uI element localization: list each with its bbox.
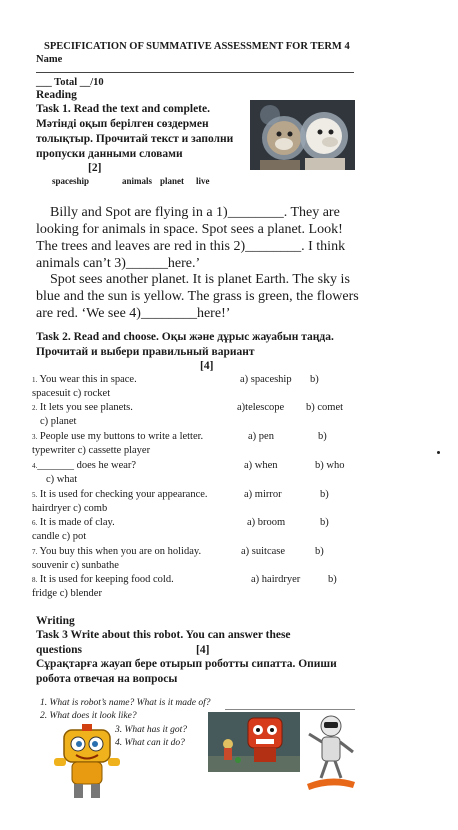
question-2-cont: c) planet	[40, 416, 77, 427]
option-a: a) pen	[248, 431, 274, 442]
word-option: animals	[122, 176, 153, 186]
passage-line: Spot sees another planet. It is planet Earth. The sky is	[50, 272, 350, 287]
option-a: a) suitcase	[241, 546, 286, 557]
task1-kz2: толықтыр. Прочитай текст и заполни	[36, 133, 234, 145]
red-robot-image	[208, 712, 300, 772]
option-a: a) hairdryer	[251, 574, 301, 585]
passage-line: The trees and leaves are red in this 2)________. I think	[36, 239, 346, 254]
white-robot-image	[305, 712, 357, 797]
option-b: b)	[310, 374, 319, 385]
question-1-cont: spacesuit c) rocket	[32, 388, 111, 399]
task1-title: Task 1. Read the text and complete.	[36, 103, 210, 115]
option-a: a) spaceship	[240, 374, 292, 385]
passage-line: blue and the sun is yellow. The grass is green, the flowers	[36, 289, 359, 304]
yellow-robot-image	[50, 722, 125, 802]
task2-points: [4]	[200, 360, 214, 372]
question-5-cont: hairdryer c) comb	[32, 503, 108, 514]
total-label: ___ Total __/10	[36, 77, 104, 88]
question-1: 1. You wear this in space.	[32, 374, 137, 385]
question-8: 8. It is used for keeping food cold.	[32, 574, 174, 585]
writing-question: 2. What does it look like?	[40, 711, 137, 721]
passage-line: looking for animals in space. Spot sees a planet. Look!	[36, 222, 343, 237]
answer-line	[225, 709, 355, 710]
word-option: spaceship	[52, 176, 90, 186]
option-b: b) comet	[306, 402, 344, 413]
writing-question: 3. What has it got?	[115, 725, 188, 735]
question-4: 4._______ does he wear?	[32, 460, 137, 471]
option-b: b)	[318, 431, 327, 442]
task2-title: Task 2. Read and choose. Оқы және дұрыс жауабын таңда.	[36, 331, 334, 343]
task3-kz: Сұрақтарға жауап бере отырып роботты сипатта. Опиши	[36, 658, 337, 670]
task3-title-cont: questions	[36, 644, 83, 656]
option-a: a)telescope	[237, 402, 285, 413]
word-option: planet	[160, 176, 185, 186]
question-3-cont: typewriter c) cassette player	[32, 445, 151, 456]
passage-line: Billy and Spot are flying in a 1)________. They are	[50, 205, 340, 220]
divider	[36, 72, 354, 73]
reading-heading: Reading	[36, 89, 77, 101]
option-b: b) who	[315, 460, 345, 471]
writing-question: 4. What can it do?	[115, 738, 185, 748]
option-a: a) when	[244, 460, 278, 471]
question-5: 5. It is used for checking your appearance.	[32, 489, 208, 500]
page-title: SPECIFICATION OF SUMMATIVE ASSESSMENT FOR TERM 4	[44, 41, 350, 52]
task3-ru: робота отвечая на вопросы	[36, 673, 178, 685]
option-a: a) broom	[247, 517, 286, 528]
dot-mark	[437, 451, 440, 454]
space-dogs-photo	[250, 100, 355, 170]
writing-question: 1. What is robot’s name? What is it made of?	[40, 698, 211, 708]
option-b: b)	[328, 574, 337, 585]
task1-points: [2]	[88, 162, 102, 174]
task1-kz: Мәтінді оқып берілген сөздермен	[36, 118, 209, 130]
question-2: 2. It lets you see planets.	[32, 402, 133, 413]
task2-subtitle: Прочитай и выбери правильный вариант	[36, 346, 255, 358]
passage-line: animals can’t 3)______here.’	[36, 256, 201, 271]
option-a: a) mirror	[244, 489, 282, 500]
task3-title: Task 3 Write about this robot. You can answer these	[36, 629, 291, 641]
passage-line: are red. ‘We see 4)________here!’	[36, 306, 231, 321]
task1-ru: пропуски данными словами	[36, 148, 183, 160]
option-b: b)	[315, 546, 324, 557]
option-b: b)	[320, 489, 329, 500]
word-option: live	[196, 176, 210, 186]
option-b: b)	[320, 517, 329, 528]
task3-points: [4]	[196, 644, 210, 656]
question-3: 3. People use my buttons to write a letter.	[32, 431, 204, 442]
question-7: 7. You buy this when you are on holiday.	[32, 546, 202, 557]
writing-heading: Writing	[36, 615, 75, 627]
question-8-cont: fridge c) blender	[32, 588, 102, 599]
name-label: Name	[36, 54, 63, 65]
question-6: 6. It is made of clay.	[32, 517, 115, 528]
question-6-cont: candle c) pot	[32, 531, 87, 542]
question-4-cont: c) what	[46, 474, 78, 485]
question-7-cont: souvenir c) sunbathe	[32, 560, 119, 571]
